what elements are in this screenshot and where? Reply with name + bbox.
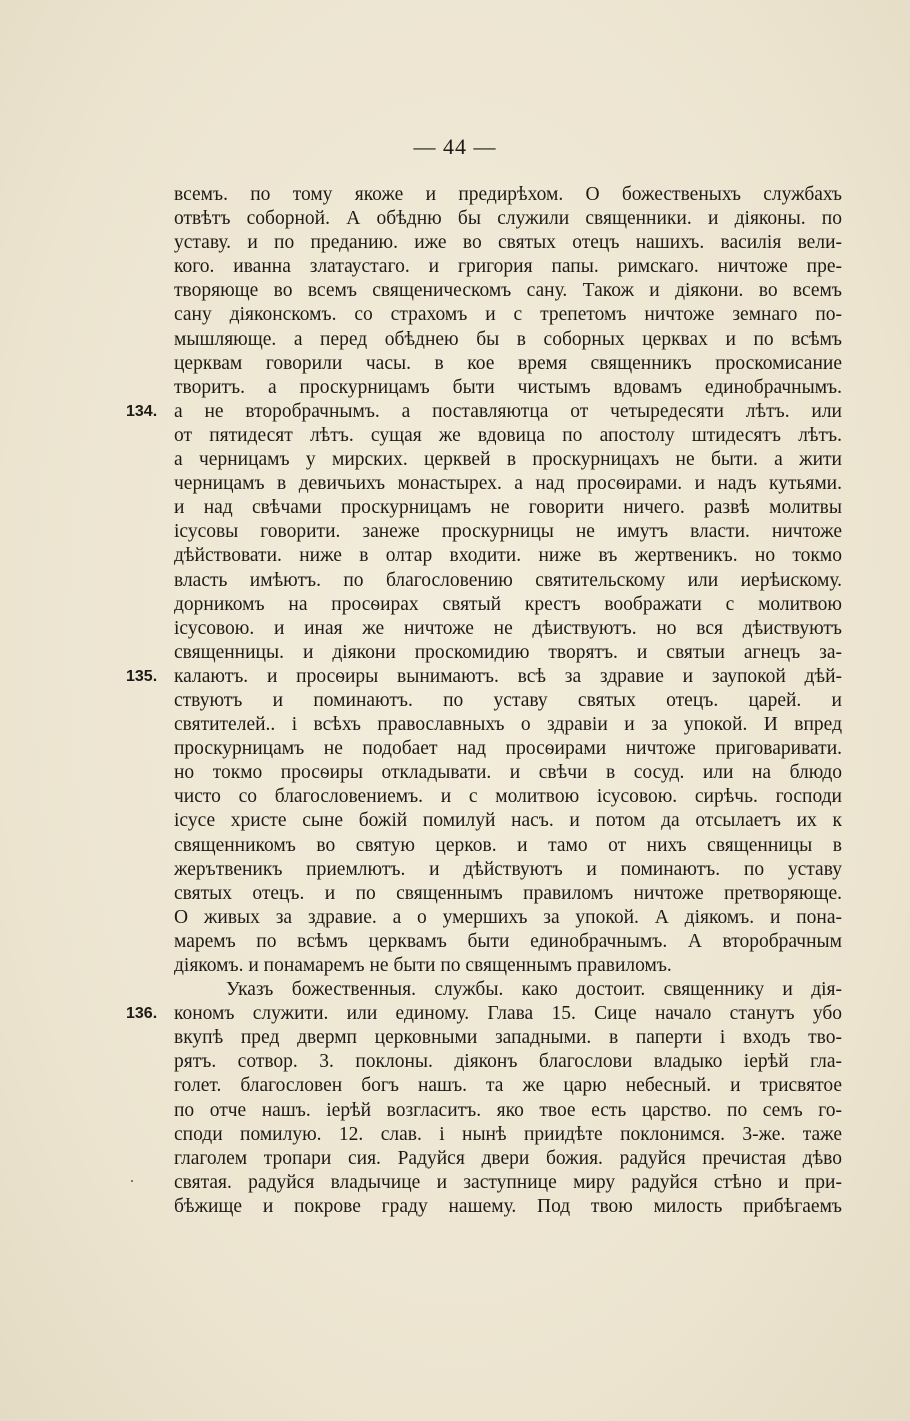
text-line — [174, 882, 842, 906]
line-text: калаютъ. и просѳиры вынимаютъ. всѣ за здравие и заупокой дѣй- — [174, 665, 842, 687]
line-text: по отче нашъ. iерѣй возгласитъ. яко твое есть царство. по семъ го- — [174, 1099, 842, 1121]
line-text: iсусовы говорити. занеже проскурницы не имутъ власти. ничтоже — [174, 521, 842, 543]
line-text: святых отецъ. и по священнымъ правиломъ ничтоже претворяюще. — [174, 882, 842, 904]
line-text: мышляюще. а перед обѣднею бы в соборных церквах и по всѣмъ — [174, 328, 842, 350]
margin-number: 136. — [126, 1005, 158, 1023]
line-text: маремъ по всѣмъ церквамъ быти единобрачнымъ. А второбрачным — [174, 930, 842, 952]
text-line — [174, 376, 842, 400]
text-line — [174, 641, 842, 665]
line-text: власть имѣютъ. по благословению святительскому или иерѣискому. — [174, 569, 842, 591]
text-line — [174, 1074, 842, 1098]
text-line — [174, 930, 842, 954]
line-text: черницамъ в девичьихъ монастырех. а над просѳирами. и надъ кутьями. — [174, 473, 842, 495]
text-line — [126, 400, 842, 424]
line-text: сану дiяконскомъ. со страхомъ и с трепетомъ ничтоже земнаго по- — [174, 304, 842, 326]
text-line — [174, 906, 842, 930]
line-text: О живых за здравие. а о умершихъ за упокой. А дiякомъ. и пона- — [174, 906, 842, 928]
line-text: проскурницамъ не подобает над просѳирами ничтоже приговаривати. — [174, 738, 842, 760]
line-text: споди помилую. 12. слав. i нынѣ приидѣте поклонимся. 3-же. таже — [174, 1123, 842, 1145]
text-line — [174, 1026, 842, 1050]
text-line — [174, 472, 842, 496]
line-text: творитъ. а проскурницамъ быти чистымъ вдовамъ единобрачнымъ. — [174, 376, 842, 398]
line-text: но токмо просѳиры откладывати. и свѣчи в сосуд. или на блюдо — [174, 762, 842, 784]
text-line — [174, 183, 842, 207]
line-text: дiякомъ. и понамаремъ не быти по священнымъ правиломъ. — [174, 955, 672, 976]
line-text: дѣйствовати. ниже в олтар входити. ниже въ жертвеникъ. но токмо — [174, 545, 842, 567]
line-text: бѣжище и покрове граду нашему. Под твою милость прибѣгаемъ — [174, 1195, 842, 1217]
line-text: святая. радуйся владычице и заступнице миру радуйся стѣно и при- — [174, 1171, 842, 1193]
margin-number: 134. — [126, 402, 158, 420]
line-text: всемъ. по тому якоже и предирѣхом. О божественыхъ службахъ — [174, 184, 842, 205]
line-text: кономъ служити. или единому. Глава 15. Сице начало станутъ убо — [174, 1003, 842, 1025]
text-line — [174, 1099, 842, 1123]
line-text: iсусе христе сыне божiй помилуй насъ. и потом да отсылаетъ их к — [174, 810, 842, 832]
line-text: Указъ божественныя. службы. како достоит. священнику и дiя- — [226, 979, 842, 1001]
line-text: чисто со благословениемъ. и с молитвою iсусовою. сирѣчь. господи — [174, 786, 842, 808]
line-text: кого. иванна златаустаго. и григория папы. римскаго. ничтоже пре- — [174, 256, 842, 278]
text-line — [174, 1147, 842, 1171]
text-line — [174, 496, 842, 520]
text-line — [174, 689, 842, 713]
text-line — [174, 328, 842, 352]
line-text: церквам говорили часы. в кое время священникъ проскомисание — [174, 352, 842, 374]
line-text: рятъ. сотвор. 3. поклоны. дiяконъ благослови владыко iерѣй гла- — [174, 1051, 842, 1073]
text-line — [174, 954, 842, 978]
line-text: от пятидесят лѣтъ. сущая же вдовица по апостолу штидесятъ лѣтъ. — [174, 424, 842, 446]
text-line — [126, 1002, 842, 1026]
ink-speck — [131, 1180, 133, 1182]
line-text: а не второбрачнымъ. а поставляютца от четыредесяти лѣтъ. или — [174, 400, 842, 422]
line-text: уставу. и по преданию. иже во святых отецъ нашихъ. василiя вели- — [174, 232, 842, 254]
text-line — [174, 617, 842, 641]
text-line — [126, 665, 842, 689]
line-text: святителей.. i всѣхъ православныхъ о здравiи и за упокой. И впред — [174, 714, 842, 736]
text-line — [174, 978, 842, 1002]
line-text: отвѣтъ соборной. А обѣдню бы служили священники. и дiяконы. по — [174, 208, 842, 230]
line-text: жерътвеникъ приемлютъ. и дѣйствуютъ и поминаютъ. по уставу — [174, 858, 842, 880]
line-text: голет. благословен богъ нашъ. та же царю небесный. и трисвятое — [174, 1075, 842, 1097]
line-text: глаголем тропари сия. Радуйся двери божия. радуйся пречистая дѣво — [174, 1147, 842, 1169]
text-line — [174, 424, 842, 448]
line-text: священницы. и дiякони проскомидию творятъ. и святыи агнецъ за- — [174, 641, 842, 663]
body-text — [126, 183, 842, 1219]
text-line — [174, 303, 842, 327]
text-line — [174, 231, 842, 255]
line-text: вкупѣ пред двермп церковными западными. в паперти i входъ тво- — [174, 1027, 842, 1049]
line-text: дорникомъ на просѳирах святый крестъ воображати с молитвою — [174, 593, 842, 615]
line-text: творяюще во всемъ священическомъ сану. Також и дiякони. во всемъ — [174, 280, 842, 302]
text-line — [174, 352, 842, 376]
page-number: — 44 — — [413, 134, 497, 159]
text-line — [174, 255, 842, 279]
line-text: и над свѣчами проскурницамъ не говорити ничего. развѣ молитвы — [174, 497, 842, 519]
text-line — [174, 593, 842, 617]
line-text: iсусовою. и иная же ничтоже не дѣиствуютъ. но вся дѣиствуютъ — [174, 617, 842, 639]
text-line — [174, 737, 842, 761]
line-text: а черницамъ у мирских. церквей в проскурницахъ не быти. а жити — [174, 449, 842, 471]
text-line — [174, 1050, 842, 1074]
line-text: ствуютъ и поминаютъ. по уставу святых отецъ. царей. и — [174, 689, 842, 711]
text-line — [174, 207, 842, 231]
text-line — [174, 1171, 842, 1195]
text-line — [174, 809, 842, 833]
text-line — [174, 448, 842, 472]
text-line — [174, 1123, 842, 1147]
text-line — [174, 1195, 842, 1219]
text-line — [174, 569, 842, 593]
text-line — [174, 713, 842, 737]
text-line — [174, 858, 842, 882]
text-line — [174, 785, 842, 809]
margin-number: 135. — [126, 667, 158, 685]
text-line — [174, 544, 842, 568]
text-line — [174, 279, 842, 303]
line-text: священникомъ во святую церков. и тамо от нихъ священницы в — [174, 834, 842, 856]
text-line — [174, 834, 842, 858]
text-line — [174, 520, 842, 544]
text-line — [174, 761, 842, 785]
